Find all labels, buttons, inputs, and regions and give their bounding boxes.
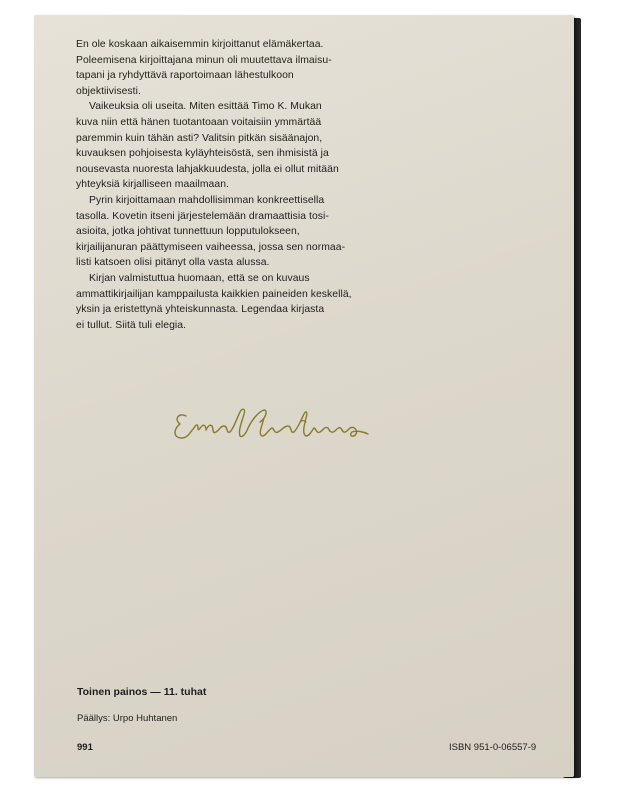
text-line: Poleemisena kirjoittajana minun oli muutettava ilmaisu- [76,54,332,66]
text-line: yksin ja eristettynä yhteiskunnasta. Legendaa kirjasta [76,304,325,316]
text-line: asioita, jotka johtivat tunnettuun lopputulokseen, [76,226,300,238]
text-line: kuvauksen pohjoisesta kyläyhteisöstä, sen ihmisistä ja [76,148,329,160]
edition-label: Toinen painos — 11. tuhat [77,686,207,698]
publisher-code: 991 [77,742,93,753]
text-line: Vaikeuksia oli useita. Miten esittää Timo K. Mukan [89,101,322,113]
text-line: tasolla. Kovetin itseni järjestelemään dramaattisia tosi- [76,210,329,222]
text-line: En ole koskaan aikaisemmin kirjoittanut elämäkertaa. [76,39,324,50]
text-line: Kirjan valmistuttua huomaan, että se on kuvaus [89,272,310,284]
text-line: yhteyksiä kirjalliseen maailmaan. [76,179,229,191]
text-line: ei tullut. Siitä tuli elegia. [76,319,187,331]
isbn-number: ISBN 951-0-06557-9 [449,742,537,753]
text-line: kuva niin että hänen tuotantoaan voitaisiin ymmärtää [76,116,322,128]
cover-designer-credit: Päällys: Urpo Huhtanen [77,713,178,724]
back-cover-text [76,37,416,333]
text-line: ammattikirjailijan kamppailusta kaikkien paineiden keskellä, [76,288,352,300]
text-line: nousevasta nuoresta lahjakkuudesta, jolla ei ollut mitään [76,163,339,175]
text-line: Pyrin kirjoittamaan mahdollisimman konkreettisella [89,194,325,206]
author-signature [168,398,386,454]
text-line: listi katsoen olisi pitänyt olla vasta alussa. [76,257,270,269]
text-line: tapani ja ryhdyttävä raportoimaan lähestulkoon [76,70,294,82]
text-line: objektiivisesti. [76,85,141,97]
text-line: paremmin kuin tähän asti? Valitsin pitkän sisäänajon, [76,132,323,144]
text-line: kirjailijanuran päättymiseen vaiheessa, jossa sen normaa- [76,241,346,253]
signature-stroke [175,409,368,438]
signature-accent [300,421,306,423]
